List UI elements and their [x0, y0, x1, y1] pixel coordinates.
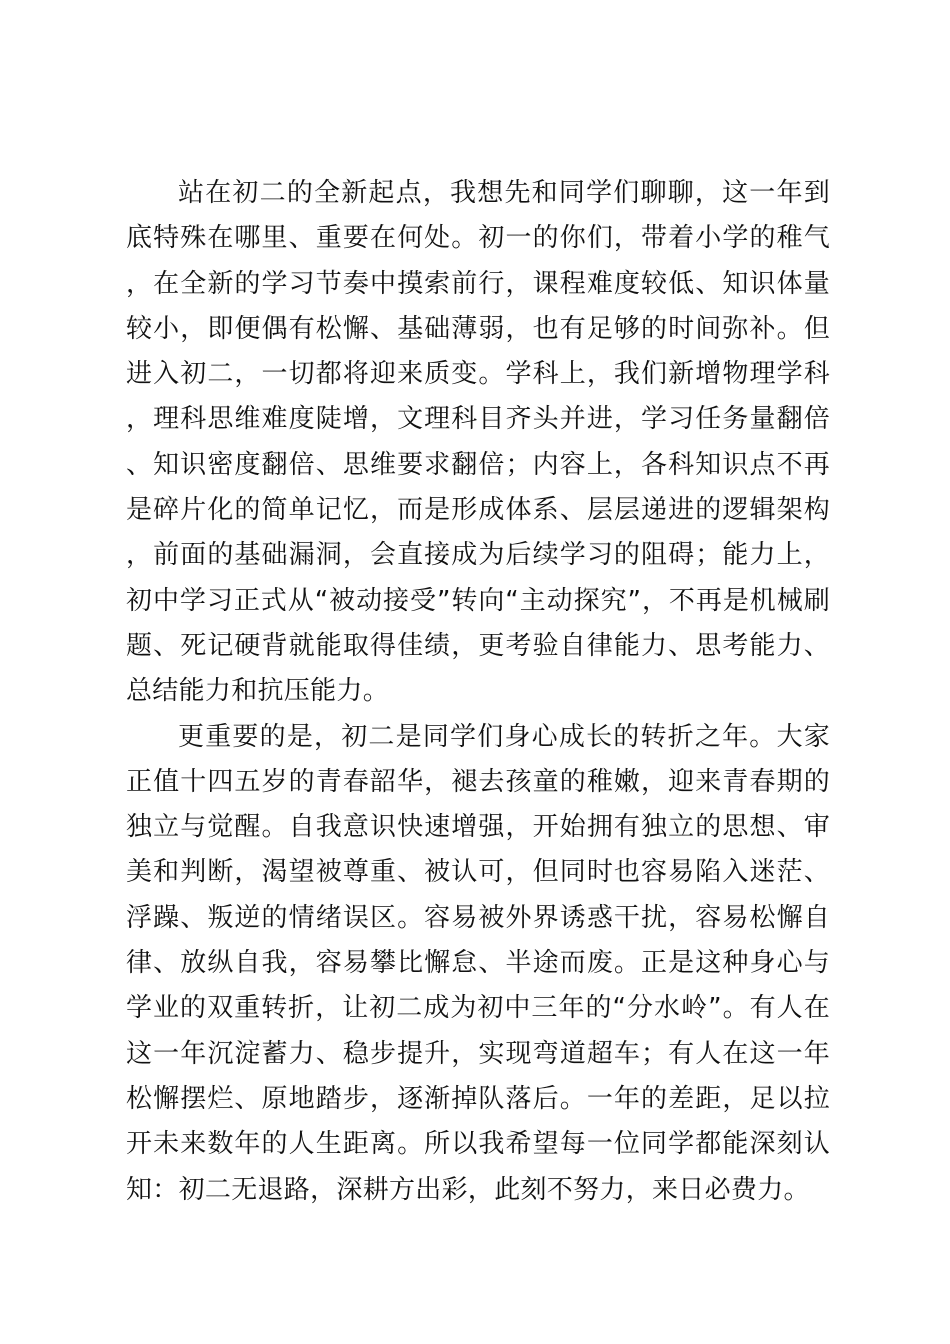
- paragraph-1: 站在初二的全新起点，我想先和同学们聊聊，这一年到底特殊在哪里、重要在何处。初一的你们，带着小学的稚气，在全新的学习节奏中摸索前行，课程难度较低、知识体量较小，即便偶有松懈、基础薄弱，也有足够的时间弥补。但进入初二，一切都将迎来质变。学科上，我们新增物理学科，理科思维难度陡增，文理科目齐头并进，学习任务量翻倍、知识密度翻倍、思维要求翻倍；内容上，各科知识点不再是碎片化的简单记忆，而是形成体系、层层递进的逻辑架构，前面的基础漏洞，会直接成为后续学习的阻碍；能力上，初中学习正式从“被动接受”转向“主动探究”，不再是机械刷题、死记硬背就能取得佳绩，更考验自律能力、思考能力、总结能力和抗压能力。: [126, 178, 830, 707]
- body-text: [126, 171, 830, 1213]
- paragraph-2: 更重要的是，初二是同学们身心成长的转折之年。大家正值十四五岁的青春韶华，褪去孩童的稚嫩，迎来青春期的独立与觉醒。自我意识快速增强，开始拥有独立的思想、审美和判断，渴望被尊重、被认可，但同时也容易陷入迷茫、浮躁、叛逆的情绪误区。容易被外界诱惑干扰，容易松懈自律、放纵自我，容易攀比懈怠、半途而废。正是这种身心与学业的双重转折，让初二成为初中三年的“分水岭”。有人在这一年沉淀蓄力、稳步提升，实现弯道超车；有人在这一年松懈摆烂、原地踏步，逐渐掉队落后。一年的差距，足以拉开未来数年的人生距离。所以我希望每一位同学都能深刻认知：初二无退路，深耕方出彩，此刻不努力，来日必费力。: [126, 721, 830, 1205]
